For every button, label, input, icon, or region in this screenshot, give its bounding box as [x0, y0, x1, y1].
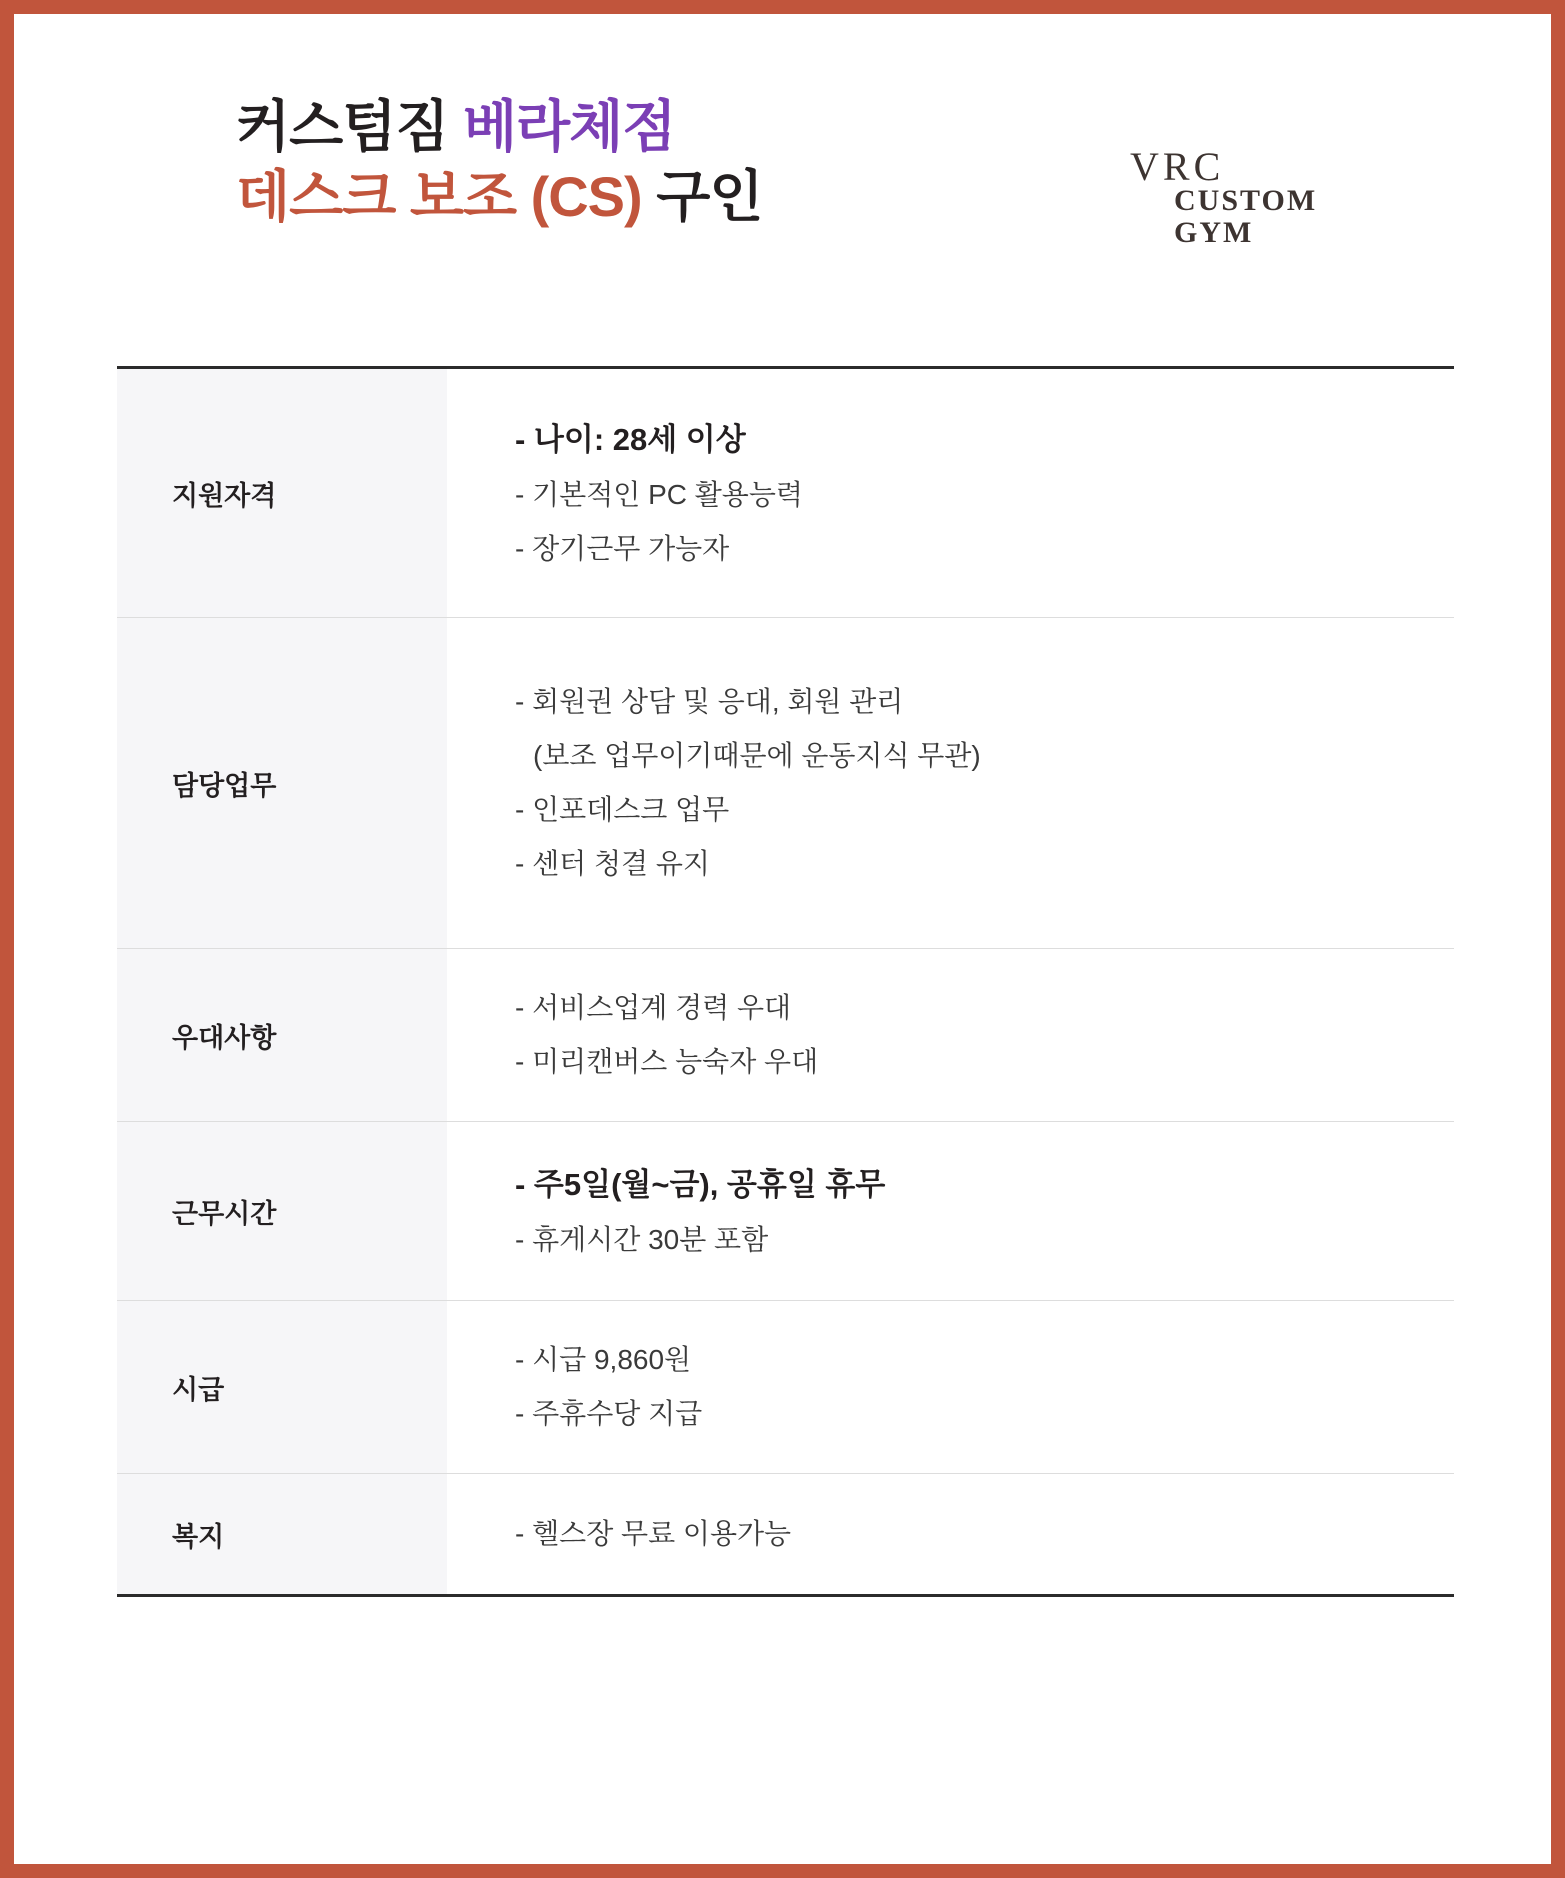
row-label-duties: 담당업무 [117, 618, 447, 948]
title-line-2-part-2: 구인 [656, 165, 763, 228]
page-title [236, 92, 762, 232]
list-item: - 서비스업계 경력 우대 [515, 992, 792, 1023]
table-row [117, 1474, 1454, 1594]
table-row [117, 1301, 1454, 1474]
list-item: - 주휴수당 지급 [515, 1398, 703, 1429]
title-line-2-part-1: 데스크 보조 (CS) [236, 165, 657, 228]
row-label-qualifications: 지원자격 [117, 369, 447, 617]
list-item: - 회원권 상담 및 응대, 회원 관리 [515, 686, 904, 717]
row-label-hourly-wage: 시급 [117, 1301, 447, 1473]
row-content-duties [447, 618, 1454, 948]
list-item: - 주5일(월~금), 공휴일 휴무 [515, 1166, 886, 1202]
title-line-1-part-1: 커스텀짐 [236, 95, 463, 158]
logo-text-gym: GYM [1174, 215, 1254, 249]
list-item: - 미리캔버스 능숙자 우대 [515, 1046, 819, 1077]
row-content-preferences [447, 949, 1454, 1121]
row-content-benefits [447, 1474, 1454, 1594]
row-content-working-hours [447, 1122, 1454, 1300]
list-item: - 나이: 28세 이상 [515, 421, 746, 457]
list-item: - 인포데스크 업무 [515, 794, 730, 825]
list-item: - 기본적인 PC 활용능력 [515, 478, 803, 510]
row-label-benefits: 복지 [117, 1474, 447, 1594]
table-row [117, 949, 1454, 1122]
logo-text-custom: CUSTOM [1174, 184, 1318, 217]
logo-text-vrc: VRC [1130, 144, 1225, 189]
table-row [117, 369, 1454, 618]
list-item: - 휴게시간 30분 포함 [515, 1223, 769, 1255]
list-item: (보조 업무이기때문에 운동지식 무관) [533, 740, 981, 771]
list-item: - 센터 청결 유지 [515, 848, 710, 879]
row-label-working-hours: 근무시간 [117, 1122, 447, 1300]
job-details-table [117, 366, 1454, 1597]
brand-logo [1124, 144, 1424, 249]
row-content-hourly-wage [447, 1301, 1454, 1473]
table-row [117, 618, 1454, 949]
poster-header [14, 14, 1551, 314]
table-row [117, 1122, 1454, 1301]
list-item: - 시급 9,860원 [515, 1344, 692, 1375]
title-line-1 [236, 92, 762, 162]
row-label-preferences: 우대사항 [117, 949, 447, 1121]
title-line-1-part-2: 베라체점 [462, 95, 676, 158]
title-line-2 [236, 162, 762, 232]
row-content-qualifications [447, 369, 1454, 617]
list-item: - 헬스장 무료 이용가능 [515, 1518, 792, 1549]
poster-canvas [14, 14, 1551, 1864]
list-item: - 장기근무 가능자 [515, 532, 730, 564]
